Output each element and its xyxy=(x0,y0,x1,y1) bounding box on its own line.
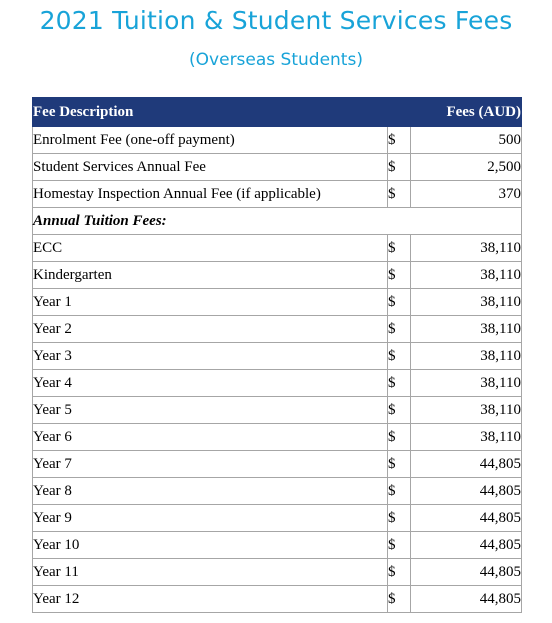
fee-description-cell: ECC xyxy=(33,235,388,262)
table-row xyxy=(33,181,522,208)
currency-cell: $ xyxy=(388,154,411,181)
currency-cell: $ xyxy=(388,127,411,154)
fee-description-cell: Year 4 xyxy=(33,370,388,397)
table-row xyxy=(33,289,522,316)
currency-cell: $ xyxy=(388,181,411,208)
page-subtitle: (Overseas Students) xyxy=(189,50,363,70)
table-row xyxy=(33,235,522,262)
amount-cell: 38,110 xyxy=(411,289,522,316)
table-row xyxy=(33,478,522,505)
fee-description-cell: Year 1 xyxy=(33,289,388,316)
fee-description-cell: Year 6 xyxy=(33,424,388,451)
amount-cell: 38,110 xyxy=(411,262,522,289)
header-fee-description: Fee Description xyxy=(33,98,388,127)
table-row xyxy=(33,154,522,181)
currency-cell: $ xyxy=(388,262,411,289)
fee-description-cell: Homestay Inspection Annual Fee (if applicable) xyxy=(33,181,388,208)
fee-description-cell: Student Services Annual Fee xyxy=(33,154,388,181)
currency-cell: $ xyxy=(388,316,411,343)
table-row xyxy=(33,397,522,424)
table-row xyxy=(33,505,522,532)
currency-cell: $ xyxy=(388,289,411,316)
currency-cell: $ xyxy=(388,397,411,424)
currency-cell: $ xyxy=(388,586,411,613)
fee-description-cell: Year 7 xyxy=(33,451,388,478)
currency-cell: $ xyxy=(388,424,411,451)
amount-cell: 44,805 xyxy=(411,532,522,559)
amount-cell: 500 xyxy=(411,127,522,154)
fee-description-cell: Year 8 xyxy=(33,478,388,505)
fees-table-body xyxy=(33,127,522,613)
fee-description-cell: Year 12 xyxy=(33,586,388,613)
fee-description-cell: Year 9 xyxy=(33,505,388,532)
amount-cell: 44,805 xyxy=(411,586,522,613)
currency-cell: $ xyxy=(388,370,411,397)
table-row xyxy=(33,127,522,154)
currency-cell: $ xyxy=(388,478,411,505)
table-row xyxy=(33,343,522,370)
table-row xyxy=(33,532,522,559)
table-row xyxy=(33,316,522,343)
fee-description-cell: Year 2 xyxy=(33,316,388,343)
currency-cell: $ xyxy=(388,505,411,532)
table-row xyxy=(33,586,522,613)
amount-cell: 2,500 xyxy=(411,154,522,181)
currency-cell: $ xyxy=(388,343,411,370)
header-fees-aud: Fees (AUD) xyxy=(388,98,522,127)
currency-cell: $ xyxy=(388,451,411,478)
fee-description-cell: Kindergarten xyxy=(33,262,388,289)
fee-description-cell: Year 10 xyxy=(33,532,388,559)
amount-cell: 38,110 xyxy=(411,343,522,370)
table-header-row xyxy=(33,98,522,127)
amount-cell: 38,110 xyxy=(411,424,522,451)
table-row xyxy=(33,451,522,478)
fees-table xyxy=(32,97,522,613)
amount-cell: 38,110 xyxy=(411,370,522,397)
currency-cell: $ xyxy=(388,559,411,586)
fee-description-cell: Year 11 xyxy=(33,559,388,586)
section-row-annual-tuition xyxy=(33,208,522,235)
amount-cell: 38,110 xyxy=(411,316,522,343)
amount-cell: 44,805 xyxy=(411,451,522,478)
currency-cell: $ xyxy=(388,532,411,559)
table-row xyxy=(33,559,522,586)
section-label: Annual Tuition Fees: xyxy=(33,208,522,235)
amount-cell: 44,805 xyxy=(411,505,522,532)
currency-cell: $ xyxy=(388,235,411,262)
fee-description-cell: Year 3 xyxy=(33,343,388,370)
table-row xyxy=(33,262,522,289)
amount-cell: 44,805 xyxy=(411,478,522,505)
fee-description-cell: Enrolment Fee (one-off payment) xyxy=(33,127,388,154)
fee-description-cell: Year 5 xyxy=(33,397,388,424)
amount-cell: 44,805 xyxy=(411,559,522,586)
page-title: 2021 Tuition & Student Services Fees xyxy=(39,6,513,35)
amount-cell: 38,110 xyxy=(411,235,522,262)
table-row xyxy=(33,370,522,397)
amount-cell: 370 xyxy=(411,181,522,208)
table-row xyxy=(33,424,522,451)
amount-cell: 38,110 xyxy=(411,397,522,424)
